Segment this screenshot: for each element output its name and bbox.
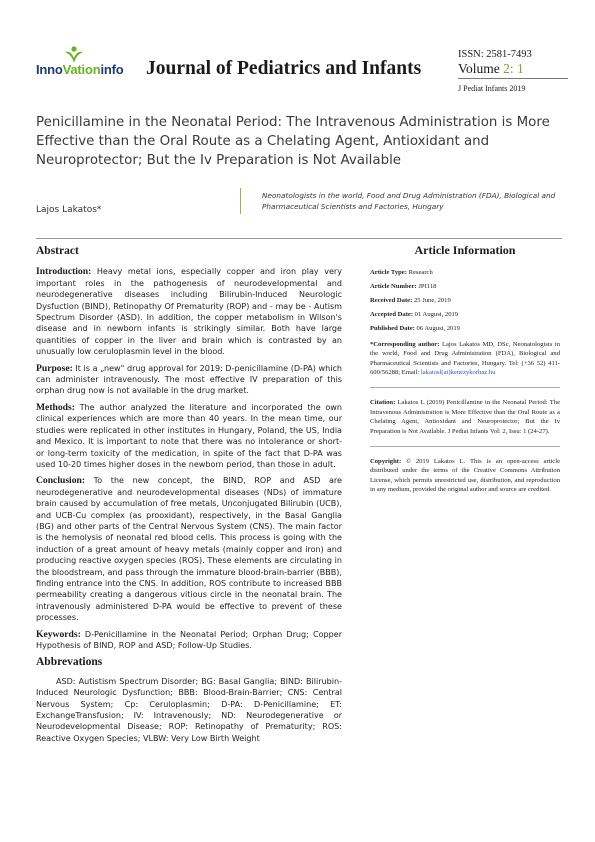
volume-label: Volume [458, 61, 504, 76]
article-info-heading: Article Information [414, 243, 516, 257]
abstract-section [36, 246, 342, 749]
abstract-methods [36, 402, 342, 470]
issn: ISSN: 2581-7493 [458, 49, 532, 60]
article-number [370, 282, 560, 291]
publisher-logo [36, 46, 131, 82]
info-divider-2 [370, 446, 560, 447]
received-date-label: Received Date: [370, 297, 413, 305]
author-affiliation: Neonatologists in the world, Food and Drug Administration (FDA), Biological and Pharmaceutical Scientists and Factories, Hungary [262, 191, 556, 211]
logo-text-info: info [100, 62, 124, 77]
logo-text-inno: Inno [36, 62, 63, 77]
conclusion-label: Conclusion: [36, 475, 86, 487]
corresponding-author [370, 340, 560, 378]
abstract-introduction [36, 266, 342, 357]
methods-label: Methods: [36, 401, 75, 413]
citation-label: Citation: [370, 399, 396, 407]
meta-divider [458, 78, 568, 79]
volume-value: 2: 1 [503, 61, 524, 76]
accepted-date-label: Accepted Date: [370, 311, 414, 319]
citation-text: Lakatos L (2019) Penicillamine in the Neonatal Period: The Intravenous Administration is More Effective than the Oral Route as a Chelating Agent, Antioxidant and Neuroprotector; But the Iv Preparation is Not Available. J Pediat Infants Vol: 2, Issu: 1 (24-27). [370, 399, 560, 435]
affiliation-divider [240, 188, 241, 214]
accepted-date-value: 01 August, 2019 [413, 311, 459, 319]
abstract-keywords [36, 629, 342, 652]
article-type-label: Article Type: [370, 269, 407, 277]
corresponding-author-text: Lajos Lakatos MD, DSc, Neonatologists in the world, Food and Drug Administration (FDA), Biological and Pharmaceutical Scientists and Factories, Hungary. Tel: (+36 52) 411-600/56288; Email: [370, 340, 560, 377]
copyright-text: © 2019 Lakatos L. This is an open-access article distributed under the terms of the Creative Commons Attribution License, which permits unrestricted use, distribution, and reproduction in any medium, provided the original author and source are credited. [370, 458, 560, 494]
copyright [370, 457, 560, 495]
copyright-label: Copyright: [370, 458, 402, 466]
abstract-top-rule [36, 238, 372, 239]
introduction-text: Heavy metal ions, especially copper and iron play very important roles in the pathogenesis of neurodevelopmental and neurodegenerative diseases including Bilirubin-Induced Neurologic Dysfuction (BIND), Retinopathy Of Prematurity (ROP) and - may be - Autism Spectrum Disorder (ASD). In addition, the copper metabolism in Wilson's disease and in newborn infants is strikingly similar. Both have large quantities of copper in the liver and brain which is contrasted by an unusually low ceruloplasmin level in the blood. [36, 267, 342, 357]
keywords-text: D-Penicillamine in the Neonatal Period; Orphan Drug; Copper Hypothesis of BIND, ROP and ASD; Follow-Up Studies. [36, 629, 342, 650]
received-date [370, 296, 560, 305]
corresponding-author-label: *Corresponding author: [370, 340, 440, 348]
conclusion-text: To the new concept, the BIND, ROP and ASD are neurodegenerative and neurodevelopmental diseases (NDs) of immature brain caused by accumulation of free metals, Unconjugated Bilirubin (UCB), and UCB-Cu complex (as prooxidant), respectively, in the Basal Ganglia (BG) and other parts of the Central Nervous System (CNS). The main factor is the hemolysis of neonatal red blood cells. This process is going with the induction of a great amount of heavy metals (mainly copper and iron) and producing reactive oxygen species (ROS). These elements are circulating in the bloodstream, and pass through the immature blood-brain-barrier (BBB), finding entrance into the CNS. In addition, ROS contribute to increased BBB permeability creating a dangerous vitious circle in the neonatal brain. The intravenously administered D-PA would be effective to prevent of these processes. [36, 476, 342, 623]
introduction-label: Introduction: [36, 266, 92, 278]
article-type [370, 268, 560, 277]
purpose-text: It is a „new" drug approval for 2019: D-penicillamine (D-PA) which can administer intravenously. The most effective IV preparation of this orphan drug now is not available in the drug market. [36, 363, 342, 396]
abbreviations-heading: Abbrevations [36, 656, 103, 669]
accepted-date [370, 310, 560, 319]
published-date-label: Published Date: [370, 325, 415, 333]
corresponding-email-link[interactable]: lakatosl(at)kenezykorhaz.hu [420, 369, 496, 377]
abstract-purpose [36, 363, 342, 397]
received-date-value: 25 June, 2019 [412, 297, 451, 305]
info-divider [370, 387, 560, 388]
abbreviations-text: ASD: Autistism Spectrum Disorder; BG: Basal Ganglia; BIND: Bilirubin-Induced Neurologic Dysfunction; BBB: Blood-Brain-Barrier; CNS: Central Nervous System; Cp: Ceruloplasmin; D-PA: D-Penicillamine; ET: ExchangeTransfusion; IV: Intravenously; ND: Neurodegenerative or Neurodevelopmental Disease; ROP: Retinopathy of Prematurity; ROS: Reactive Oxygen Species; VLBW: Very Low Birth Weight [36, 676, 342, 743]
purpose-label: Purpose: [36, 362, 73, 374]
citation [370, 398, 560, 436]
journal-title: Journal of Pediatrics and Infants [146, 58, 422, 79]
published-date-value: 06 August, 2019 [414, 325, 460, 333]
abstract-heading: Abstract [36, 245, 79, 257]
volume [458, 62, 568, 76]
journal-abbrev: J Pediat Infants 2019 [458, 84, 526, 93]
article-type-value: Research [406, 269, 433, 277]
published-date [370, 324, 560, 333]
article-information [370, 243, 560, 495]
article-number-value: JPI118 [416, 283, 437, 291]
logo-text-vation: Vation [62, 62, 101, 77]
abstract-conclusion [36, 475, 342, 623]
methods-text: The author analyzed the literature and incorporated the own clinical experiences which are more than 40 years. In the mean time, our studies were replicated in other institutes in Hungary, Poland, the US, India and Mexico. It is important to note that there was no intolerance or short- or long-term toxicity of the medication, in spite of the fact that D-PA was used 10-20 times higher doses in the newborn period, than those in adult. [36, 402, 342, 469]
keywords-label: Keywords: [36, 628, 81, 640]
journal-meta [458, 48, 568, 95]
author-name: Lajos Lakatos* [36, 205, 102, 215]
article-title: Penicillamine in the Neonatal Period: The Intravenous Administration is More Effective than the Oral Route as a Chelating Agent, Antioxidant and Neuroprotector; But the Iv Preparation is Not Available [36, 115, 550, 168]
info-top-rule [370, 238, 562, 239]
article-number-label: Article Number: [370, 283, 417, 291]
